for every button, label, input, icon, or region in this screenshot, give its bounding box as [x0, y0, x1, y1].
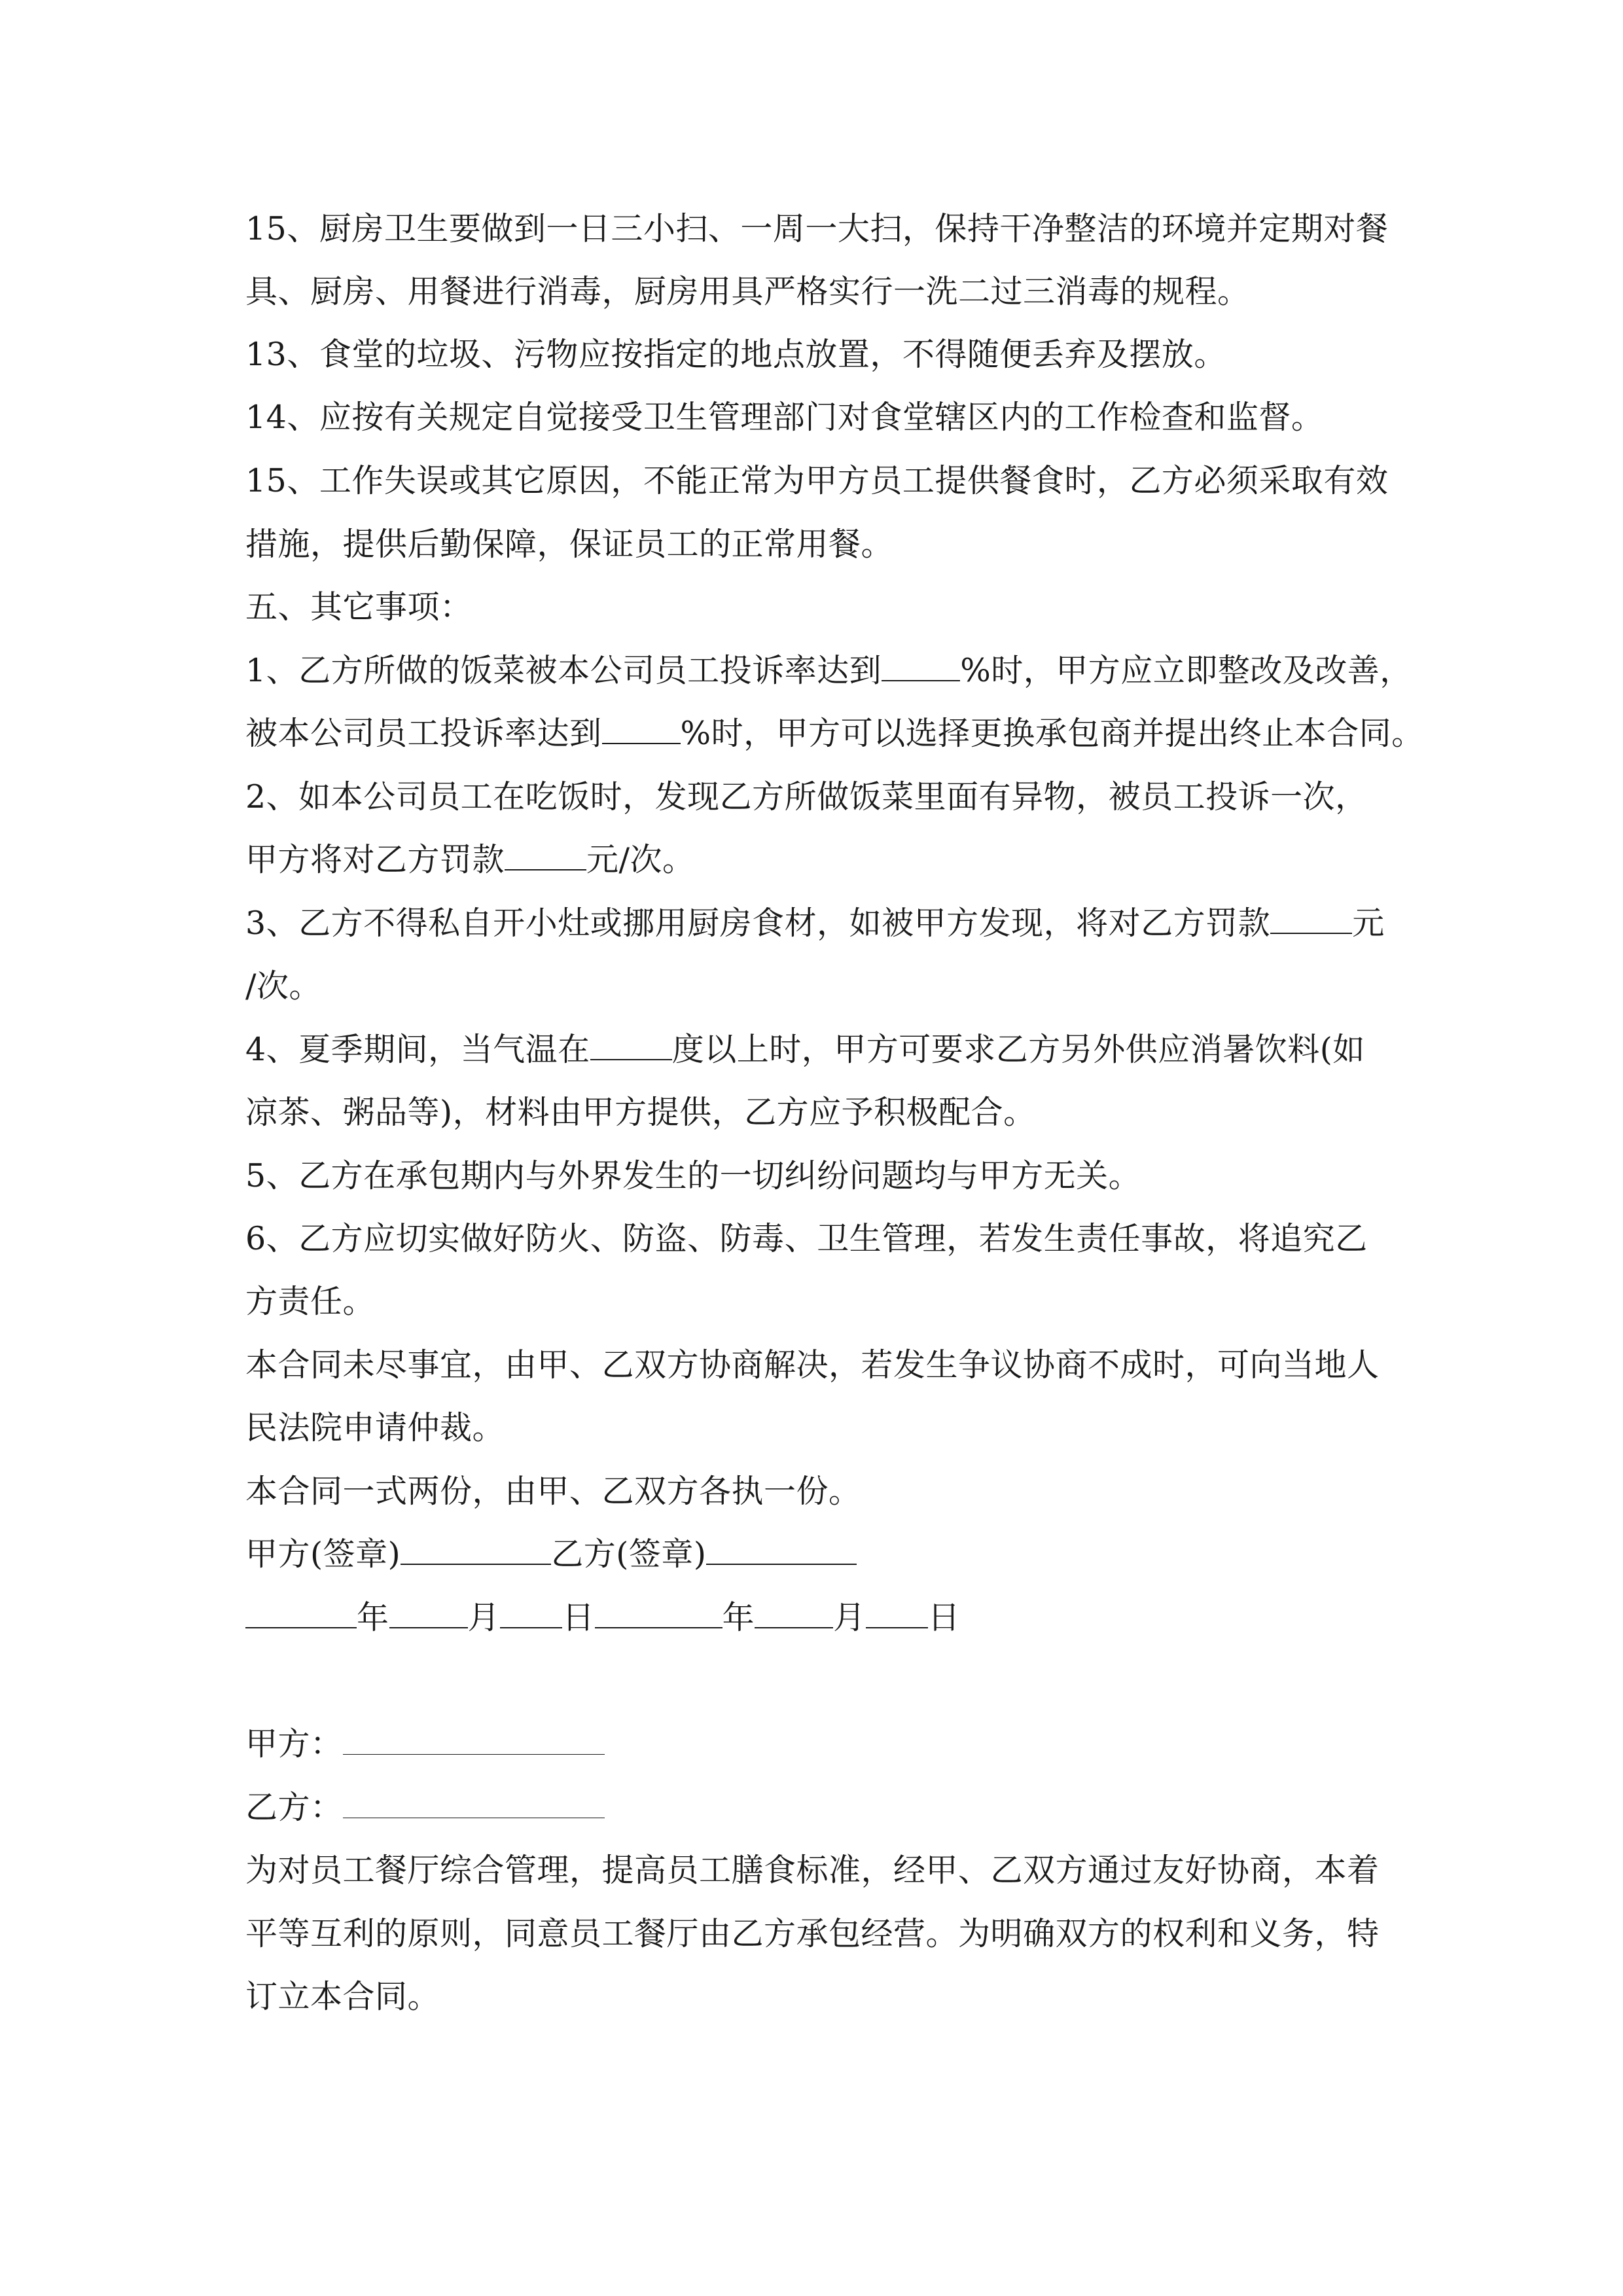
date-a-month-label: 月: [467, 1599, 501, 1636]
clause-14-inspection: 14、应按有关规定自觉接受卫生管理部门对食堂辖区内的工作检查和监督。: [245, 399, 1324, 436]
date-b-month-blank[interactable]: [755, 1598, 833, 1628]
preamble-line-2: 平等互利的原则，同意员工餐厅由乙方承包经营。为明确双方的权利和义务，特: [245, 1915, 1380, 1952]
item-1-text-a: 1、乙方所做的饭菜被本公司员工投诉率达到: [245, 652, 882, 689]
party-a-seal-label: 甲方(签章): [245, 1535, 401, 1573]
item-1-text-b: %时，甲方应立即整改及改善，: [960, 652, 1412, 689]
temperature-blank[interactable]: [590, 1030, 672, 1060]
clause-15-meal-failure-line-2: 措施，提供后勤保障，保证员工的正常用餐。: [245, 526, 894, 563]
item-4-line-2: 凉茶、粥品等)，材料由甲方提供，乙方应予积极配合。: [245, 1094, 1036, 1131]
date-a-month-blank[interactable]: [389, 1598, 468, 1628]
item-3-line-1: [245, 904, 1385, 943]
item-2-text-b: 元/次。: [586, 841, 695, 878]
item-4-text-a: 4、夏季期间，当气温在: [245, 1031, 590, 1068]
item-6-line-2: 方责任。: [245, 1283, 376, 1320]
item-1-text-d: %时，甲方可以选择更换承包商并提出终止本合同。: [680, 715, 1424, 752]
date-b-day-label: 日: [927, 1599, 961, 1636]
clause-15-hygiene-line-2: 具、厨房、用餐进行消毒，厨房用具严格实行一洗二过三消毒的规程。: [245, 273, 1250, 310]
item-3-text-a: 3、乙方不得私自开小灶或挪用厨房食材，如被甲方发现，将对乙方罚款: [245, 905, 1271, 942]
party-a-line: [245, 1725, 605, 1764]
party-b-seal-label: 乙方(签章): [551, 1535, 707, 1573]
section-5-heading: 五、其它事项：: [245, 588, 473, 626]
closing-line-3: 本合同一式两份，由甲、乙双方各执一份。: [245, 1473, 861, 1510]
preamble-line-1: 为对员工餐厅综合管理，提高员工膳食标准，经甲、乙双方通过友好协商，本着: [245, 1852, 1380, 1889]
complaint-rate-blank-1[interactable]: [882, 651, 960, 681]
item-1-line-2: [245, 714, 1424, 753]
date-line: [245, 1598, 960, 1638]
party-a-name-blank[interactable]: [343, 1725, 605, 1755]
date-a-day-label: 日: [562, 1599, 595, 1636]
item-1-line-1: [245, 651, 1412, 691]
party-b-line: [245, 1788, 605, 1827]
item-1-text-c: 被本公司员工投诉率达到: [245, 715, 602, 752]
item-4-line-1: [245, 1030, 1365, 1069]
date-b-day-blank[interactable]: [866, 1598, 928, 1628]
clause-13-garbage: 13、食堂的垃圾、污物应按指定的地点放置，不得随便丢弃及摆放。: [245, 336, 1226, 373]
closing-line-1: 本合同未尽事宜，由甲、乙双方协商解决，若发生争议协商不成时，可向当地人: [245, 1346, 1380, 1384]
date-a-day-blank[interactable]: [500, 1598, 562, 1628]
item-2-line-1: 2、如本公司员工在吃饭时，发现乙方所做饭菜里面有异物，被员工投诉一次，: [245, 778, 1368, 816]
party-b-name-blank[interactable]: [343, 1789, 605, 1818]
item-2-text-a: 甲方将对乙方罚款: [245, 841, 505, 878]
date-a-year-blank[interactable]: [245, 1598, 357, 1628]
party-a-seal-blank[interactable]: [401, 1535, 551, 1565]
party-b-seal-blank[interactable]: [706, 1535, 857, 1565]
item-3-text-b: 元: [1352, 905, 1385, 942]
item-5: 5、乙方在承包期内与外界发生的一切纠纷问题均与甲方无关。: [245, 1157, 1141, 1194]
party-a-label: 甲方：: [245, 1725, 343, 1763]
closing-line-2: 民法院申请仲裁。: [245, 1409, 505, 1446]
complaint-rate-blank-2[interactable]: [602, 714, 681, 744]
fine-amount-blank-1[interactable]: [505, 840, 586, 870]
item-6-line-1: 6、乙方应切实做好防火、防盗、防毒、卫生管理，若发生责任事故，将追究乙: [245, 1220, 1368, 1257]
item-3-line-2: /次。: [245, 967, 322, 1005]
item-2-line-2: [245, 840, 695, 880]
item-4-text-b: 度以上时，甲方可要求乙方另外供应消暑饮料(如: [671, 1031, 1365, 1068]
signature-line: [245, 1535, 857, 1574]
preamble-line-3: 订立本合同。: [245, 1978, 440, 2015]
date-b-year-label: 年: [722, 1599, 755, 1636]
date-a-year-label: 年: [357, 1599, 389, 1636]
clause-15-hygiene-line-1: 15、厨房卫生要做到一日三小扫、一周一大扫，保持干净整洁的环境并定期对餐: [245, 210, 1389, 247]
party-b-label: 乙方：: [245, 1789, 343, 1826]
clause-15-meal-failure-line-1: 15、工作失误或其它原因，不能正常为甲方员工提供餐食时，乙方必须采取有效: [245, 462, 1389, 499]
fine-amount-blank-2[interactable]: [1270, 904, 1352, 934]
date-b-month-label: 月: [833, 1599, 866, 1636]
date-b-year-blank[interactable]: [595, 1598, 722, 1628]
